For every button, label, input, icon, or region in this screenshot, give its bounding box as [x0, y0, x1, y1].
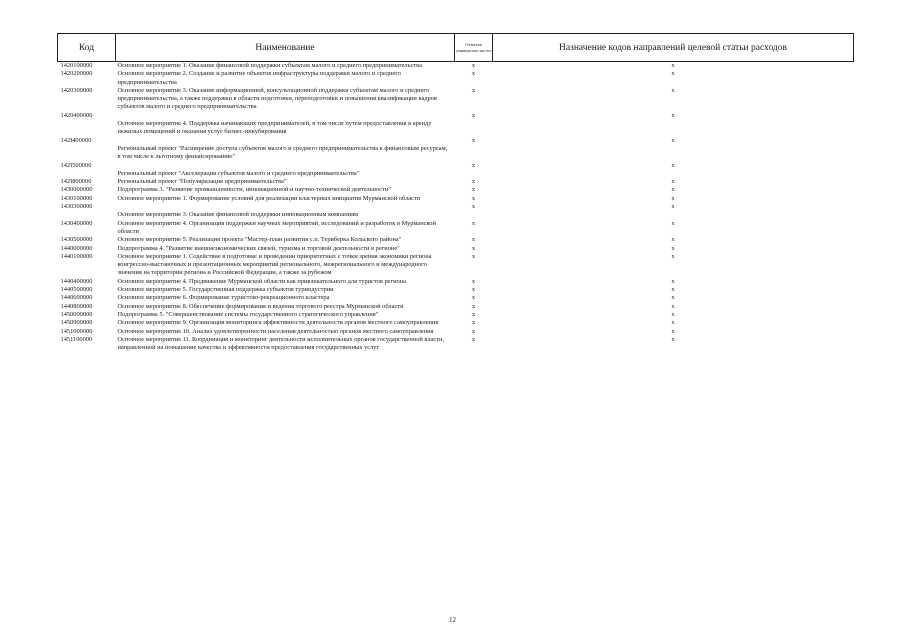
row-purpose: x [671, 203, 675, 211]
page-number: 12 [449, 616, 456, 624]
row-purpose: x [671, 302, 675, 310]
row-name: Основное мероприятие 1. Оказание финансовой поддержки субъектам малого и среднего предпринимательства [117, 62, 422, 69]
table-row [58, 278, 854, 286]
row-name: Основное мероприятие 4. Организация поддержки научных мероприятий, исследований и разработок в Мурманской области [117, 219, 436, 235]
row-mark: x [471, 277, 476, 285]
row-name-text: Региональный проект "Расширение доступа субъектов малого и среднего предпринимательства к финансовым ресурсам, в том числе к льготному финансированию" [117, 144, 448, 161]
row-mark: x [471, 252, 476, 260]
row-purpose: x [671, 252, 675, 260]
row-purpose: x [671, 327, 675, 335]
row-code: 1420300000 [60, 86, 93, 94]
table-row [58, 328, 854, 336]
table-row [58, 311, 854, 319]
row-purpose: x [671, 161, 675, 169]
row-purpose: x [671, 286, 675, 294]
row-purpose: x [671, 86, 675, 94]
row-mark: x [471, 186, 476, 194]
row-purpose: x [671, 294, 675, 302]
row-code: 1450000000 [60, 310, 93, 318]
row-name: Подпрограмма 3. "Развитие промышленности, инновационной и научно-технической деятельности" [117, 186, 391, 194]
row-mark: x [471, 319, 476, 327]
header-purpose: Назначение кодов направлений целевой статьи расходов [493, 34, 854, 62]
row-code: 142I800000 [60, 178, 92, 186]
row-name [116, 203, 455, 220]
row-purpose: x [671, 335, 675, 343]
row-name: Подпрограмма 5. "Совершенствование системы государственного стратегического управления" [117, 310, 379, 318]
row-mark: x [471, 294, 476, 302]
row-name: Основное мероприятие 5. Государственная поддержка субъектов туриндустрии [117, 286, 334, 294]
table-row [58, 178, 854, 186]
row-purpose: x [671, 310, 675, 318]
row-name: Основное мероприятие 11. Координация и мониторинг деятельности исполнительных органов государственной власти, направленной на повышение качества и эффективности предоставления государственных услуг [117, 335, 445, 352]
row-code: 1420400000 [60, 111, 93, 119]
row-mark: x [471, 178, 476, 186]
row-purpose: x [671, 136, 675, 144]
table-row [58, 319, 854, 327]
row-purpose: x [671, 70, 675, 78]
row-mark: x [471, 62, 476, 69]
row-purpose: x [671, 277, 675, 285]
row-name [116, 162, 455, 179]
row-mark: x [471, 111, 476, 119]
row-name [116, 112, 455, 137]
row-purpose: x [671, 178, 675, 186]
header-universal: Отметка универсаль ности [455, 34, 493, 62]
row-code: 1440400000 [60, 277, 93, 285]
row-name: Региональный проект "Популяризация предпринимательства" [117, 178, 287, 186]
row-mark: x [471, 194, 476, 202]
row-name [116, 137, 455, 162]
row-code: 1440800000 [60, 302, 93, 310]
row-purpose: x [671, 236, 675, 244]
row-code: 1451100000 [60, 335, 93, 343]
table-body [58, 62, 854, 353]
row-name: Основное мероприятие 5. Реализация проекта "Мастер-план развития с.п. Териберка Кольского района" [117, 236, 402, 244]
row-mark: x [471, 244, 476, 252]
row-name: Основное мероприятие 3. Оказание информационной, консультационной поддержки субъектам малого и среднего предпринимательства, а также поддержки в области подготовки, переподготовки и повышения квалификации кадров субъектов малого и среднего предпринимательства [117, 86, 437, 111]
table-row [58, 245, 854, 253]
row-mark: x [471, 302, 476, 310]
row-code: 1430100000 [60, 194, 93, 202]
row-mark: x [471, 310, 476, 318]
table-row [58, 186, 854, 194]
row-code: 1420200000 [60, 70, 93, 78]
row-name: Основное мероприятие 8. Обеспечение формирования и ведения торгового реестра Мурманской области [117, 302, 404, 310]
row-purpose: x [671, 244, 675, 252]
row-name: Основное мероприятие 6. Формирование туристско-рекреационного кластера [117, 294, 330, 302]
row-mark: x [471, 219, 476, 227]
row-purpose: x [671, 319, 675, 327]
header-code: Код [58, 34, 116, 62]
table-row [58, 303, 854, 311]
row-code: 1430300000 [60, 203, 93, 211]
row-code: 1450900000 [60, 319, 93, 327]
budget-codes-table [57, 33, 854, 352]
row-name: Основное мероприятие 9. Организация мониторинга эффективности деятельности органов местного самоуправления [117, 319, 439, 327]
row-name-text: Основное мероприятие 3. Оказание финансовой поддержки инновационным компаниям [117, 211, 359, 219]
row-name: Основное мероприятие 10. Анализ удовлетворенности населения деятельностью органов местного самоуправления [117, 327, 434, 335]
row-name: Подпрограмма 4. "Развитие внешнеэкономических связей, туризма и торговой деятельности в регионе" [117, 244, 400, 252]
row-purpose: x [671, 186, 675, 194]
table-row [58, 286, 854, 294]
table-row [58, 253, 854, 278]
document-page [57, 33, 853, 352]
table-row [58, 62, 854, 71]
row-name-text: Региональный проект "Акселерация субъектов малого и среднего предпринимательства" [117, 169, 360, 177]
table-row [58, 195, 854, 203]
table-row [58, 137, 854, 162]
row-mark: x [471, 86, 476, 94]
row-name: Основное мероприятие 1. Содействие в подготовке и проведении приоритетных с точки зрения экономики региона конгрессно-выставочных и презентационных мероприятий регионального, межрегионального и международного значения на территории региона и Российской Федерации, а также за рубежом [117, 252, 432, 277]
row-code: 1440500000 [60, 286, 93, 294]
table-row [58, 87, 854, 112]
row-mark: x [471, 203, 476, 211]
row-code: 1451000000 [60, 327, 93, 335]
header-name: Наименование [116, 34, 455, 62]
table-row [58, 70, 854, 87]
row-code: 1440100000 [60, 252, 93, 260]
row-code: 1440000000 [60, 244, 93, 252]
row-name: Основное мероприятие 4. Продвижение Мурманской области как привлекательного для туристов региона [117, 277, 407, 285]
row-mark: x [471, 327, 476, 335]
row-name-text: Основное мероприятие 4. Поддержка начинающих предпринимателей, в том числе путем предоставления в аренду нежилых помещений и оказания услуг бизнес-инкубирования [117, 120, 432, 136]
row-mark: x [471, 136, 476, 144]
table-row [58, 336, 854, 353]
row-mark: x [471, 286, 476, 294]
row-mark: x [471, 236, 476, 244]
row-purpose: x [671, 194, 675, 202]
row-code: 142I500000 [60, 161, 92, 169]
row-purpose: x [671, 219, 675, 227]
table-row [58, 294, 854, 302]
row-mark: x [471, 335, 476, 343]
row-code: 1430500000 [60, 236, 93, 244]
table-header [58, 34, 854, 62]
row-name: Основное мероприятие 1. Формирование условий для реализации кластерных инициатив Мурманской области [117, 194, 421, 202]
row-code: 1440600000 [60, 294, 93, 302]
row-code: 142I400000 [60, 136, 92, 144]
row-name: Основное мероприятие 2. Создание и развитие объектов инфраструктуры поддержки малого и среднего предпринимательства [117, 70, 401, 86]
row-mark: x [471, 70, 476, 78]
table-row [58, 236, 854, 244]
table-row [58, 162, 854, 179]
row-purpose: x [671, 111, 675, 119]
table-row [58, 112, 854, 137]
row-code: 1420100000 [60, 62, 93, 69]
table-row [58, 203, 854, 220]
table-row [58, 220, 854, 237]
row-code: 1430400000 [60, 219, 93, 227]
row-purpose: x [671, 62, 675, 69]
row-code: 1430000000 [60, 186, 93, 194]
row-mark: x [471, 161, 476, 169]
